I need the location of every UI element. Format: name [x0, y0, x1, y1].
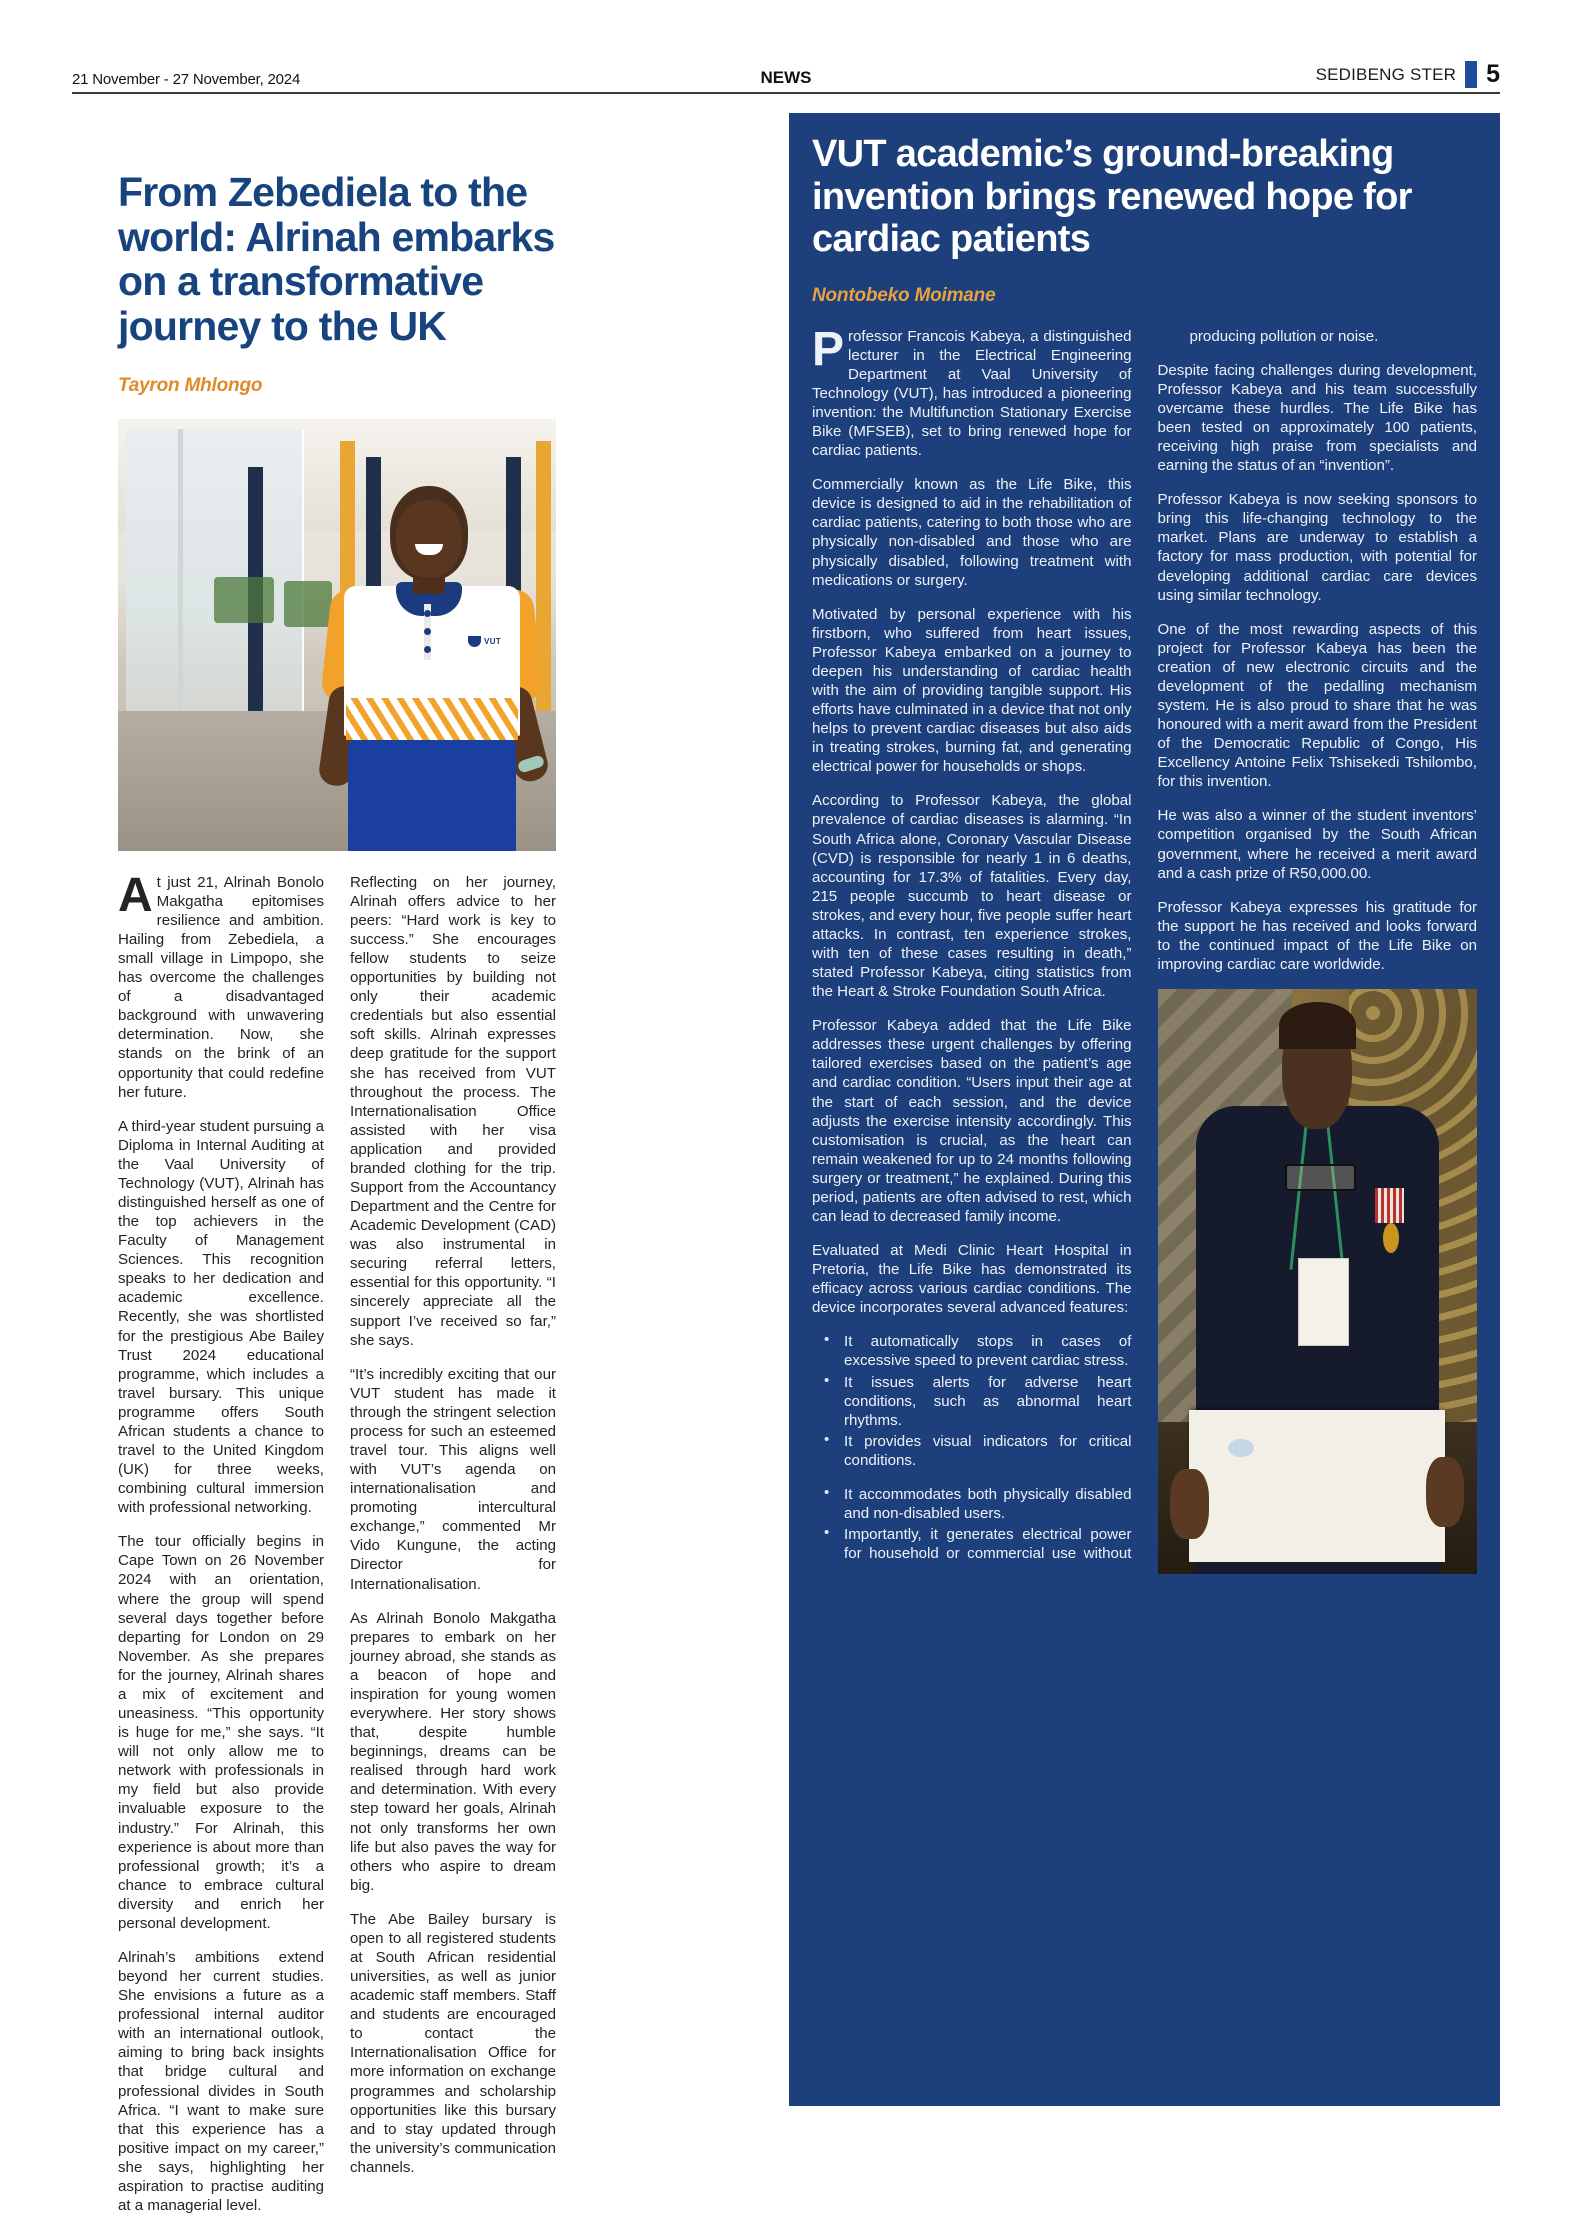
paragraph: He was also a winner of the student inventors’ competition organised by the South African government, where he received a merit award and a cash prize of R50,000.00.: [1157, 807, 1477, 882]
list-item: • It provides visual indicators for critical conditions.: [832, 1432, 1132, 1470]
right-article-body: [812, 322, 1477, 1574]
left-article-byline: Tayron Mhlongo: [118, 374, 263, 396]
left-article-headline: From Zebediela to the world: Alrinah embarks on a transformative journey to the UK: [118, 169, 555, 350]
right-article-photo: [1158, 989, 1478, 1574]
left-article: [118, 170, 556, 2215]
paragraph: The Abe Bailey bursary is open to all registered students at South African residential universities, as well as junior academic staff members. Staff and students are encouraged to contact the Internationalisation Office for more information on exchange programmes and scholarship opportunities like this bursary and to stay updated through the university’s communication channels.: [350, 1910, 556, 2176]
masthead: [72, 46, 1500, 88]
list-item: • It issues alerts for adverse heart conditions, such as abnormal heart rhythms.: [832, 1373, 1132, 1430]
paragraph: As Alrinah Bonolo Makgatha prepares to embark on her journey abroad, she stands as a beacon of hope and inspiration for young women everywhere. Her story shows that, despite humble beginnings, dreams can be realised through hard work and determination. With every step toward her goals, Alrinah not only transforms her own life but also paves the way for others who aspire to dream big.: [350, 1609, 556, 1894]
section-title: NEWS: [760, 68, 812, 87]
paragraph: Despite facing challenges during development, Professor Kabeya and his team successfully overcame these hurdles. The Life Bike has been tested on approximately 100 patients, receiving high praise from specialists and earning the status of an “invention”.: [1157, 361, 1477, 475]
paragraph: Commercially known as the Life Bike, this device is designed to aid in the rehabilitation of cardiac patients, catering to both those who are physically non-disabled and those who are physically disabled, following treatment with medications or surgery.: [812, 476, 1132, 589]
paragraph: Alrinah’s ambitions extend beyond her current studies. She envisions a future as a professional internal auditor with an international outlook, aiming to bring back insights that bridge cultural and professional divides in South Africa. “I want to make sure that this experience has a positive impact on my career,” she says, highlighting her aspiration to practise auditing at a managerial level.: [118, 1948, 324, 2214]
right-article-headline: VUT academic’s ground-breaking invention brings renewed hope for cardiac patients: [812, 133, 1412, 261]
issue-date: 21 November - 27 November, 2024: [72, 71, 301, 88]
right-article-panel: [789, 113, 1500, 2106]
paragraph: Professor Kabeya added that the Life Bike addresses these urgent challenges by offering tailored exercises based on the patient’s age and cardiac condition. “Users input their age at the start of each session, and the device adjusts the exercise intensity accordingly. This customisation is crucial, as the heart can remain weakened for up to 24 months following surgery or treatment,” he explained. During this period, patients are often advised to rest, which can lead to decreased family income.: [812, 1017, 1132, 1225]
left-article-photo: VUT: [118, 419, 556, 851]
list-item: • It automatically stops in cases of excessive speed to prevent cardiac stress.: [832, 1332, 1132, 1370]
paragraph: Motivated by personal experience with his firstborn, who suffered from heart issues, Professor Kabeya embarked on a journey to deepen his understanding of cardiac health with the aim of providing tangible support. His efforts have culminated in a device that not only helps to prevent cardiac diseases but also aids in treating strokes, burning fat, and generating electrical power for households or shops.: [812, 605, 1132, 776]
paragraph: Reflecting on her journey, Alrinah offers advice to her peers: “Hard work is key to success.” She encourages fellow students to seize opportunities by building not only their academic credentials but also essential soft skills. Alrinah expresses deep gratitude for the support she has received from VUT throughout the process. The Internationalisation Office assisted with her visa application and provided branded clothing for the trip. Support from the Accountancy Department and the Centre for Academic Development (CAD) was also instrumental in securing referral letters, essential for this opportunity. “I sincerely appreciate all the support I’ve received so far,” she says.: [350, 873, 556, 1349]
feature-list-lower: [812, 1332, 1132, 1470]
paragraph: A third-year student pursuing a Diploma in Internal Auditing at the Vaal University of Technology (VUT), Alrinah has distinguished herself as one of the top achievers in the Faculty of Management Sciences. This recognition speaks to her dedication and academic excellence. Recently, she was shortlisted for the prestigious Abe Bailey Trust 2024 educational programme, which includes a travel bursary. This unique programme offers South African students a chance to travel to the United Kingdom (UK) for three weeks, combining cultural immersion with professional networking.: [118, 1117, 324, 1517]
right-article-byline: Nontobeko Moimane: [812, 284, 996, 306]
paragraph: The tour officially begins in Cape Town on 26 November 2024 with an orientation, where the group will spend several days together before departing for London on 29 November. As she prepares for the journey, Alrinah shares a mix of excitement and uneasiness. “This opportunity is huge for me,” she says. “It will not only allow me to network with professionals in my field but also provide invaluable exposure to the industry.” For Alrinah, this experience is about more than professional growth; it’s a chance to embrace cultural diversity and enrich her personal development.: [118, 1533, 324, 1932]
paragraph: Professor Kabeya expresses his gratitude for the support he has received and looks forward to the continued impact of the Life Bike on improving cardiac care worldwide.: [1157, 898, 1477, 973]
page-marker-icon: [1465, 61, 1477, 88]
paragraph: According to Professor Kabeya, the global prevalence of cardiac diseases is alarming. “In South Africa alone, Coronary Vascular Disease (CVD) is responsible for nearly 1 in 6 deaths, accounting for 17.3% of fatalities. Every day, 215 people succumb to heart disease or strokes, and every hour, five people suffer heart attacks. In contrast, ten experience strokes, with ten of these cases resulting in death,” stated Professor Kabeya, citing statistics from the Heart & Stroke Foundation South Africa.: [812, 792, 1132, 1001]
paragraph: Professor Kabeya is now seeking sponsors to bring this life-changing technology to the market. Plans are underway to establish a factory for mass production, with potential for developing additional cardiac care devices using similar technology.: [1157, 491, 1477, 604]
paragraph: One of the most rewarding aspects of this project for Professor Kabeya has been the creation of new electronic circuits and the development of the pedalling mechanism system. He is also proud to share that he was honoured with a merit award from the President of the Democratic Republic of Congo, His Excellency Antoine Felix Tshisekedi Tshilombo, for this invention.: [1157, 620, 1477, 791]
list-item: • Importantly, it generates electrical power for household or commercial use without producing pollution or noise.: [832, 327, 1477, 1574]
list-item: • It accommodates both physically disabled and non-disabled users.: [832, 1485, 1132, 1523]
paragraph: Professor Francois Kabeya, a distinguished lecturer in the Electrical Engineering Department at Vaal University of Technology (VUT), has introduced a pioneering invention: the Multifunction Stationary Exercise Bike (MFSEB), set to bring renewed hope for cardiac patients.: [812, 322, 1132, 460]
left-article-body: [118, 868, 556, 2215]
paragraph: Evaluated at Medi Clinic Heart Hospital in Pretoria, the Life Bike has demonstrated its efficacy across various cardiac conditions. The device incorporates several advanced features:: [812, 1242, 1132, 1317]
masthead-divider: [72, 92, 1500, 94]
paragraph: “It’s incredibly exciting that our VUT student has made it through the stringent selection process for such an esteemed travel tour. This aligns well with VUT’s agenda on internationalisation and promoting intercultural exchange,” commented Mr Vido Kungune, the acting Director for Internationalisation.: [350, 1365, 556, 1593]
page-number: 5: [1486, 60, 1500, 88]
publication-name: SEDIBENG STER: [1315, 64, 1457, 84]
paragraph: At just 21, Alrinah Bonolo Makgatha epitomises resilience and ambition. Hailing from Zebediela, a small village in Limpopo, she has overcome the challenges of a disadvantaged background with unwavering determination. Now, she stands on the brink of an opportunity that could redefine her future.: [118, 868, 324, 1101]
masthead-right: [1316, 61, 1500, 88]
